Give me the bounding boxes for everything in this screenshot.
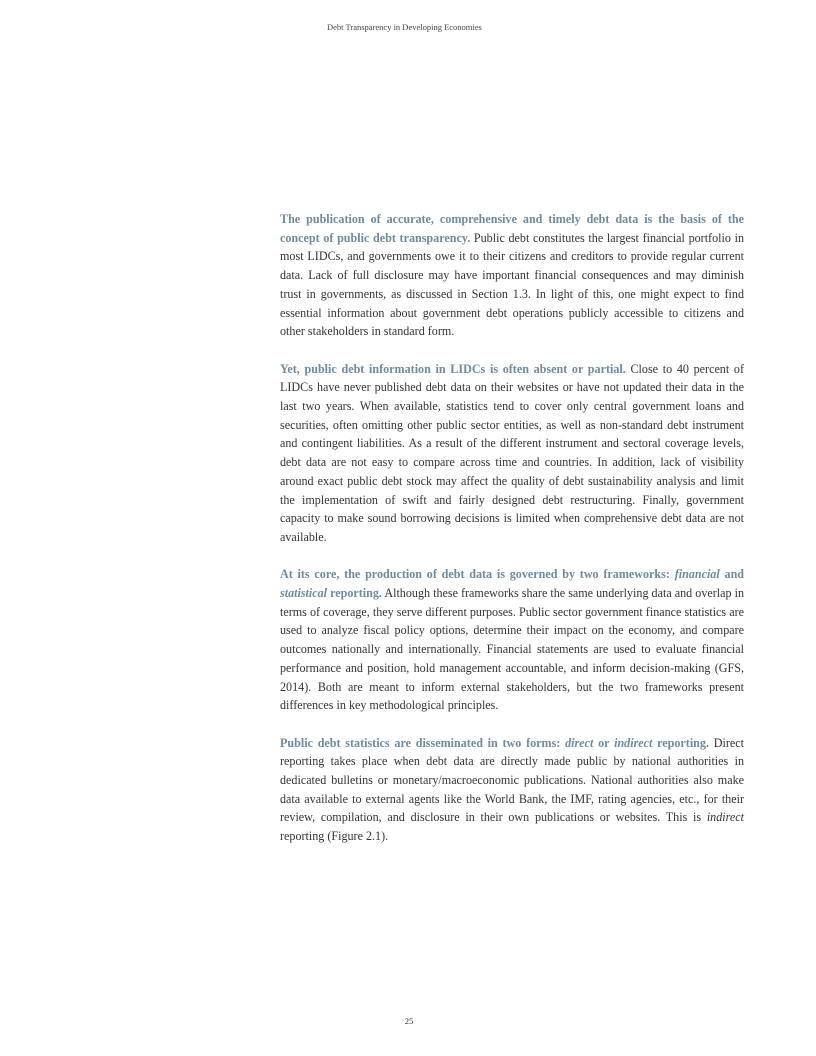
- emphasis-indirect: indirect: [614, 735, 653, 750]
- paragraph-lead: At its core, the production of debt data is governed by two frameworks: financial and statistical reporting.: [280, 567, 745, 601]
- paragraph-body: Close to 40 percent of LIDCs have never published debt data on their websites or have not updated their data in the last two years. When available, statistics tend to cover only central government loans and securities, often omitting other public sector entities, as well as non-standard debt instrument and contingent liabilities. As a result of the different instrument and sectoral coverage levels, debt data are not easy to compare across time and countries. In addition, lack of visibility around exact public debt stock may affect the quality of debt sustainability analysis and limit the implementation of swift and fairly designed debt restructuring. Finally, government capacity to make sound borrowing decisions is limited when comprehensive debt data are not available.: [280, 361, 744, 544]
- paragraph-body: Although these frameworks share the same underlying data and overlap in terms of coverage, they serve different purposes. Public sector government finance statistics are used to analyze fiscal policy options, determine their impact on the economy, and compare outcomes nationally and internationally. Financial statements are used to evaluate financial performance and position, hold management accountable, and inform decision-making (GFS, 2014). Both are meant to inform external stakeholders, but the two frameworks present differences in key methodological principles.: [280, 586, 744, 713]
- main-text: [280, 210, 744, 865]
- paragraph-lidc-info-absent: [280, 360, 744, 547]
- emphasis-statistical: statistical: [280, 586, 328, 601]
- paragraph-dissemination-forms: [280, 734, 744, 846]
- paragraph-debt-data-basis: [280, 210, 744, 341]
- paragraph-lead: Public debt statistics are disseminated in two forms: direct or indirect reporting.: [280, 735, 709, 750]
- paragraph-body: Public debt constitutes the largest financial portfolio in most LIDCs, and governments owe it to their citizens and creditors to provide regular current data. Lack of full disclosure may have important financial consequences and may diminish trust in governments, as discussed in Section 1.3. In light of this, one might expect to find essential information about government debt operations publicly accessible to citizens and other stakeholders in standard form.: [280, 230, 744, 339]
- paragraph-lead: The publication of accurate, comprehensive and timely debt data is the basis of the concept of public debt transparency.: [280, 212, 744, 245]
- paragraph-body: Direct reporting takes place when debt data are directly made public by national authorities in dedicated bulletins or monetary/macroeconomic publications. National authorities also make data available to external agents like the World Bank, the IMF, rating agencies, etc., for their review, compilation, and disclosure in their own publications or websites. This is indirect reporting (Figure 2.1).: [280, 735, 744, 844]
- paragraph-two-frameworks: [280, 565, 744, 715]
- emphasis-direct: direct: [565, 735, 594, 750]
- emphasis-indirect-body: indirect: [706, 810, 744, 825]
- paragraph-lead: Yet, public debt information in LIDCs is often absent or partial.: [280, 361, 626, 376]
- emphasis-financial: financial: [674, 567, 720, 582]
- page-number: 25: [404, 1016, 414, 1026]
- running-header: Debt Transparency in Developing Economies: [327, 22, 482, 32]
